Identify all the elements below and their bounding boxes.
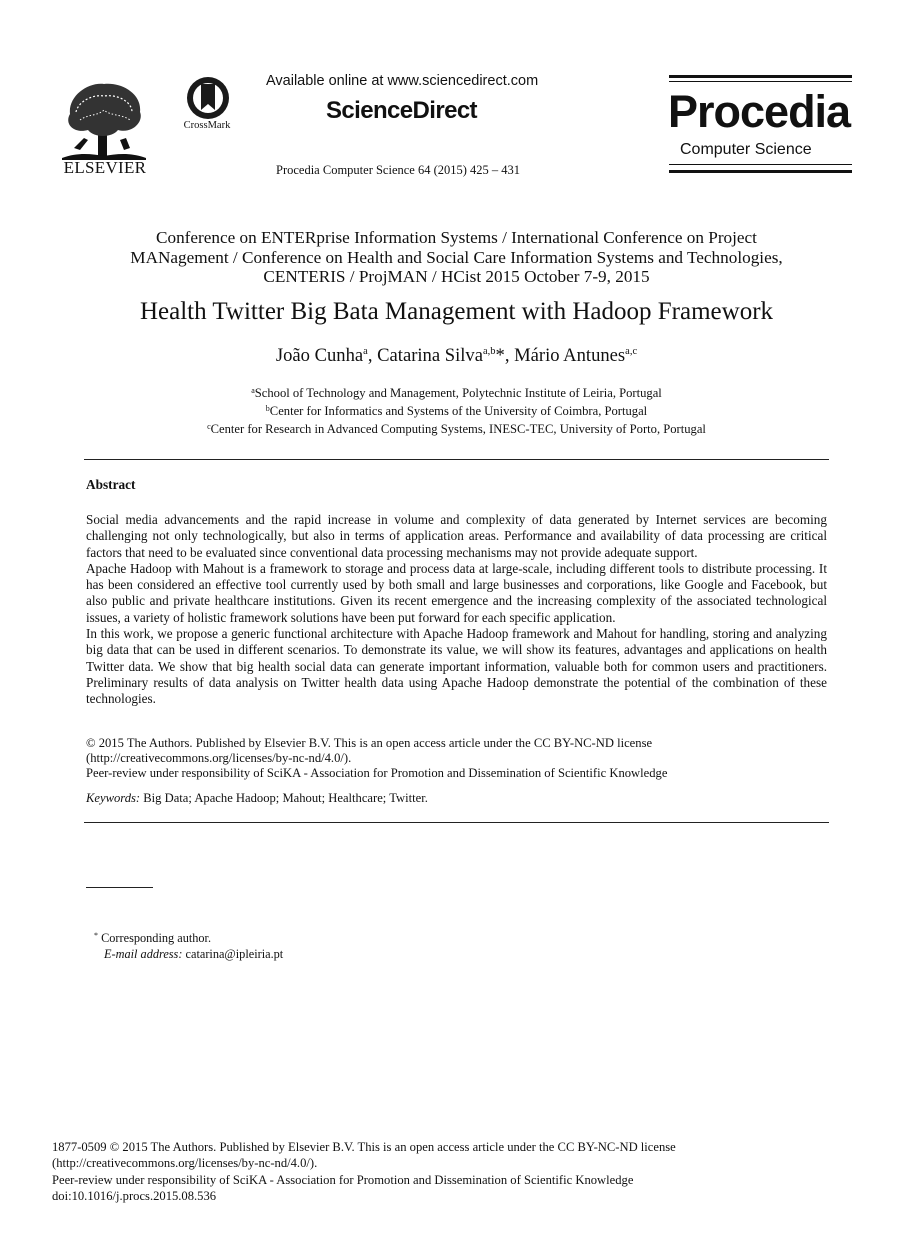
abstract-bottom-rule: [84, 822, 829, 823]
abstract-body: [86, 512, 827, 708]
abstract-paragraph: Apache Hadoop with Mahout is a framework to storage and process data at large-scale, including different tools to distribute processing. It has been considered an effective tool currently used by both small and large businesses and corporations, like Google and Facebook, but also public and private healthcare institutions. Given its recent emergence and the increasing complexity of the associated technological issues, a variety of holistic framework solutions have been put forward for each specific application.: [86, 560, 827, 625]
author-affil-sup: a,c: [625, 346, 638, 357]
affiliations: [60, 383, 853, 437]
license-link[interactable]: (http://creativecommons.org/licenses/by-nc-nd/4.0/).: [86, 751, 352, 765]
affiliation-text: School of Technology and Management, Polytechnic Institute of Leiria, Portugal: [254, 386, 662, 400]
author-affil-sup: a: [363, 346, 368, 357]
sciencedirect-logo: ScienceDirect: [326, 97, 477, 124]
affiliation: [60, 419, 853, 437]
keywords-text: Big Data; Apache Hadoop; Mahout; Healthcare; Twitter.: [140, 791, 428, 805]
affiliation-text: Center for Research in Advanced Computing Systems, INESC-TEC, University of Porto, Portugal: [210, 422, 706, 436]
affiliation: [60, 401, 853, 419]
footnote-rule: [86, 887, 153, 888]
affiliation: [60, 383, 853, 401]
procedia-logo: Procedia: [668, 86, 851, 137]
publisher-name: ELSEVIER: [63, 158, 147, 177]
affiliation-sup: a: [251, 386, 255, 395]
affiliation-sup: c: [207, 422, 211, 431]
conference-line: CENTERIS / ProjMAN / HCist 2015 October 7-9, 2015: [263, 267, 650, 286]
author-name: Catarina Silva: [377, 345, 483, 366]
license-block: [86, 736, 827, 781]
email-address[interactable]: catarina@ipleiria.pt: [182, 947, 284, 961]
corresponding-mark: *: [495, 345, 505, 366]
crossmark-label: CrossMark: [183, 120, 231, 131]
author-list: [60, 345, 853, 367]
page-footer: [52, 1139, 872, 1204]
footer-issn-license: 1877-0509 © 2015 The Authors. Published by Elsevier B.V. This is an open access article under the CC BY-NC-ND license: [52, 1140, 676, 1154]
footnote: [94, 928, 283, 962]
affiliation-text: Center for Informatics and Systems of the University of Coimbra, Portugal: [269, 404, 648, 418]
author-name: João Cunha: [275, 345, 364, 366]
procedia-rule-bottom-thin: [669, 164, 852, 165]
conference-info: [70, 228, 843, 287]
procedia-rule-top: [669, 75, 852, 78]
abstract-paragraph: Social media advancements and the rapid increase in volume and complexity of data generated by Internet services are becoming challenging not only technologically, but also in terms of application areas. Performance and availability of data processing are critical factors that need to be evaluated since conventional data processing mechanisms may not provide adequate support.: [86, 512, 827, 560]
procedia-rule-bottom: [669, 170, 852, 173]
author-name: Mário Antunes: [514, 345, 626, 366]
procedia-subtitle: Computer Science: [680, 141, 812, 158]
available-online-text: Available online at www.sciencedirect.com: [266, 73, 539, 89]
author-affil-sup: a,b: [482, 346, 496, 357]
procedia-rule-top-thin: [669, 81, 852, 82]
footnote-text: Corresponding author.: [98, 931, 212, 945]
abstract-heading: Abstract: [86, 477, 136, 492]
email-note: [94, 946, 283, 962]
author-separator: ,: [367, 345, 378, 366]
conference-line: Conference on ENTERprise Information Systems / International Conference on Project: [156, 228, 757, 247]
abstract-top-rule: [84, 459, 829, 460]
conference-line: MANagement / Conference on Health and Social Care Information Systems and Technologies,: [130, 247, 783, 267]
journal-citation: Procedia Computer Science 64 (2015) 425 – 431: [276, 163, 521, 177]
footer-peer-review: Peer-review under responsibility of SciKA - Association for Promotion and Dissemination of Scientific Knowledge: [52, 1172, 634, 1187]
footnote-mark: *: [94, 931, 98, 940]
keywords-label: Keywords:: [86, 791, 141, 805]
abstract-paragraph: In this work, we propose a generic functional architecture with Apache Hadoop framework and Mahout for handling, storing and analyzing big data that can be used in different scenarios. To demonstrate its value, we will show its features, advantages and applications on health Twitter data. We show that big health social data can generate important information, valuable both for common users and practitioners. Preliminary results of data analysis on Twitter health data using Apache Hadoop demonstrate the potential of the combination of these technologies.: [86, 626, 827, 707]
footer-doi[interactable]: doi:10.1016/j.procs.2015.08.536: [52, 1188, 217, 1203]
corresponding-author-note: [94, 928, 283, 946]
footer-license-link[interactable]: (http://creativecommons.org/licenses/by-nc-nd/4.0/).: [52, 1156, 318, 1171]
paper-title: Health Twitter Big Bata Management with Hadoop Framework: [139, 298, 774, 325]
affiliation-sup: b: [265, 404, 270, 413]
license-text: © 2015 The Authors. Published by Elsevier B.V. This is an open access article under the CC BY-NC-ND license: [86, 736, 653, 750]
email-label: E-mail address:: [104, 947, 183, 961]
keywords: [86, 791, 428, 806]
peer-review-text: Peer-review under responsibility of SciKA - Association for Promotion and Dissemination of Scientific Knowledge: [86, 766, 668, 780]
author-separator: ,: [504, 345, 515, 366]
